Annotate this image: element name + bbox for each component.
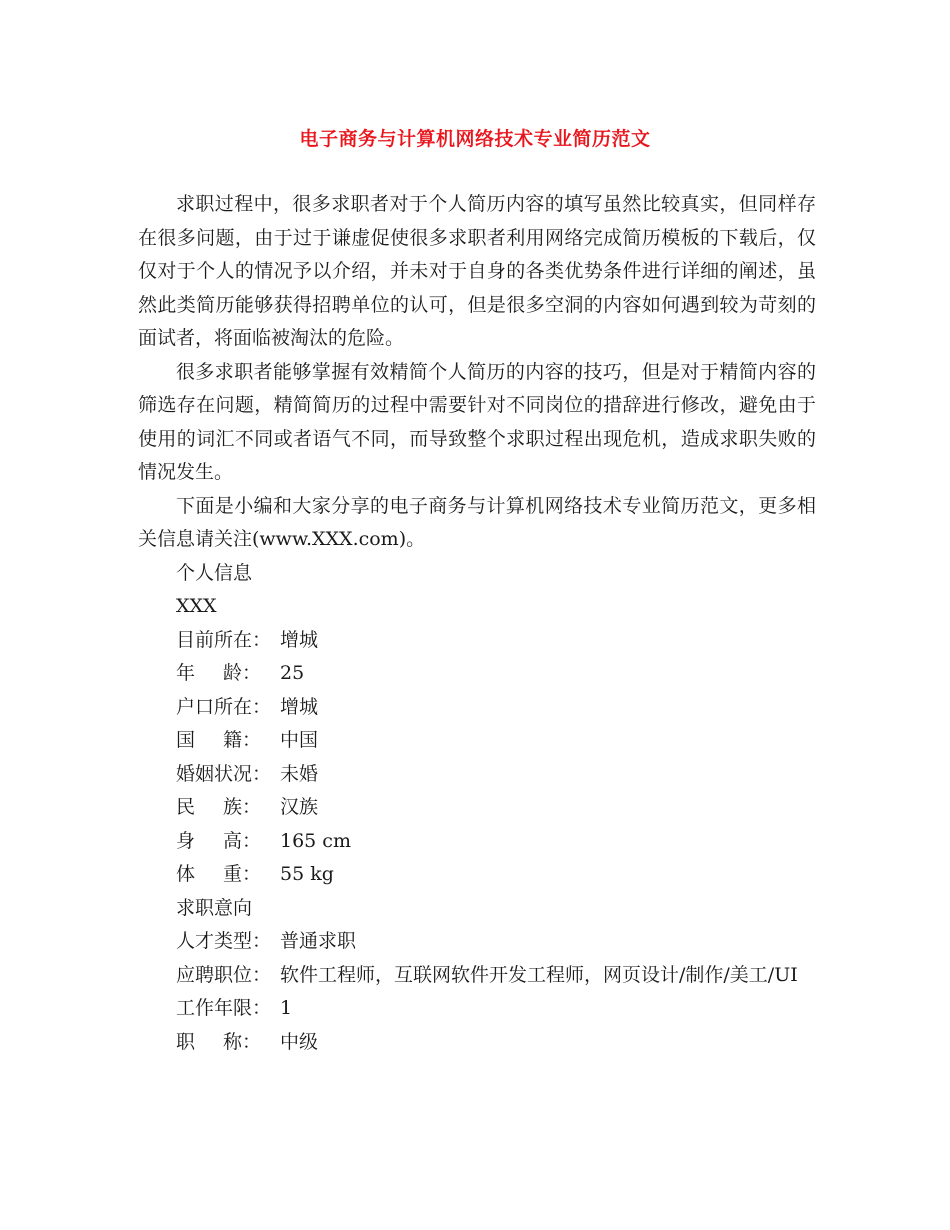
personal-field-value: 165 cm bbox=[280, 829, 351, 852]
personal-field-label: 户口所在： bbox=[176, 695, 272, 718]
intro-paragraph-2: 很多求职者能够掌握有效精简个人简历的内容的技巧，但是对于精简内容的筛选存在问题，精简简历的过程中需要针对不同岗位的措辞进行修改，避免由于使用的词汇不同或者语气不同，而导致整个求职过程出现危机，造成求职失败的情况发生。 bbox=[138, 360, 816, 483]
intent-field-label: 人才类型： bbox=[176, 930, 272, 952]
personal-field-label: 婚姻状况： bbox=[176, 762, 272, 785]
personal-field bbox=[138, 657, 816, 691]
intent-field-label: 应聘职位： bbox=[176, 963, 272, 986]
personal-field-value: 55 kg bbox=[280, 863, 334, 885]
intent-field bbox=[138, 959, 816, 993]
personal-field bbox=[138, 724, 816, 758]
personal-field-label: 国 籍： bbox=[176, 729, 261, 751]
personal-field-label: 体 重： bbox=[176, 863, 261, 885]
personal-field bbox=[138, 691, 816, 725]
personal-field-label: 年 龄： bbox=[176, 662, 261, 684]
section-heading-intent: 求职意向 bbox=[176, 896, 253, 919]
intent-field bbox=[138, 1026, 816, 1060]
personal-field-value: 汉族 bbox=[280, 796, 319, 818]
personal-info-list bbox=[138, 624, 816, 892]
personal-field bbox=[138, 791, 816, 825]
personal-field bbox=[138, 858, 816, 892]
candidate-name: XXX bbox=[176, 595, 217, 617]
intro-paragraph-1: 求职过程中，很多求职者对于个人简历内容的填写虽然比较真实，但同样存在很多问题，由于过于谦虚促使很多求职者利用网络完成简历模板的下载后，仅仅对于个人的情况予以介绍，并未对于自身的各类优势条件进行详细的阐述，虽然此类简历能够获得招聘单位的认可，但是很多空洞的内容如何遇到较为苛刻的面试者，将面临被淘汰的危险。 bbox=[138, 193, 816, 349]
document-title: 电子商务与计算机网络技术专业简历范文 bbox=[299, 128, 651, 150]
personal-field-value: 中国 bbox=[280, 729, 319, 751]
intent-field-label: 职 称： bbox=[176, 1030, 261, 1053]
personal-field-value: 未婚 bbox=[280, 762, 319, 785]
intent-field-label: 工作年限： bbox=[176, 997, 272, 1019]
personal-field-label: 民 族： bbox=[176, 796, 261, 818]
personal-field bbox=[138, 758, 816, 792]
job-intent-list bbox=[138, 925, 816, 1059]
intro-paragraph-3: 下面是小编和大家分享的电子商务与计算机网络技术专业简历范文，更多相关信息请关注(www.XXX.com)。 bbox=[138, 494, 816, 550]
personal-field-value: 增城 bbox=[280, 695, 319, 718]
intent-field bbox=[138, 992, 816, 1026]
intent-field bbox=[138, 925, 816, 959]
intent-field-value: 软件工程师，互联网软件开发工程师，网页设计/制作/美工/UI bbox=[280, 963, 798, 986]
personal-field bbox=[138, 624, 816, 658]
personal-field-label: 身 高： bbox=[176, 829, 261, 852]
intent-field-value: 普通求职 bbox=[280, 930, 357, 952]
personal-field-value: 增城 bbox=[280, 628, 319, 651]
personal-field-value: 25 bbox=[280, 662, 305, 684]
section-heading-personal: 个人信息 bbox=[176, 561, 253, 584]
document-body bbox=[138, 188, 816, 1059]
personal-field-label: 目前所在： bbox=[176, 628, 272, 651]
intent-field-value: 中级 bbox=[280, 1030, 319, 1053]
intent-field-value: 1 bbox=[280, 997, 293, 1019]
personal-field bbox=[138, 825, 816, 859]
